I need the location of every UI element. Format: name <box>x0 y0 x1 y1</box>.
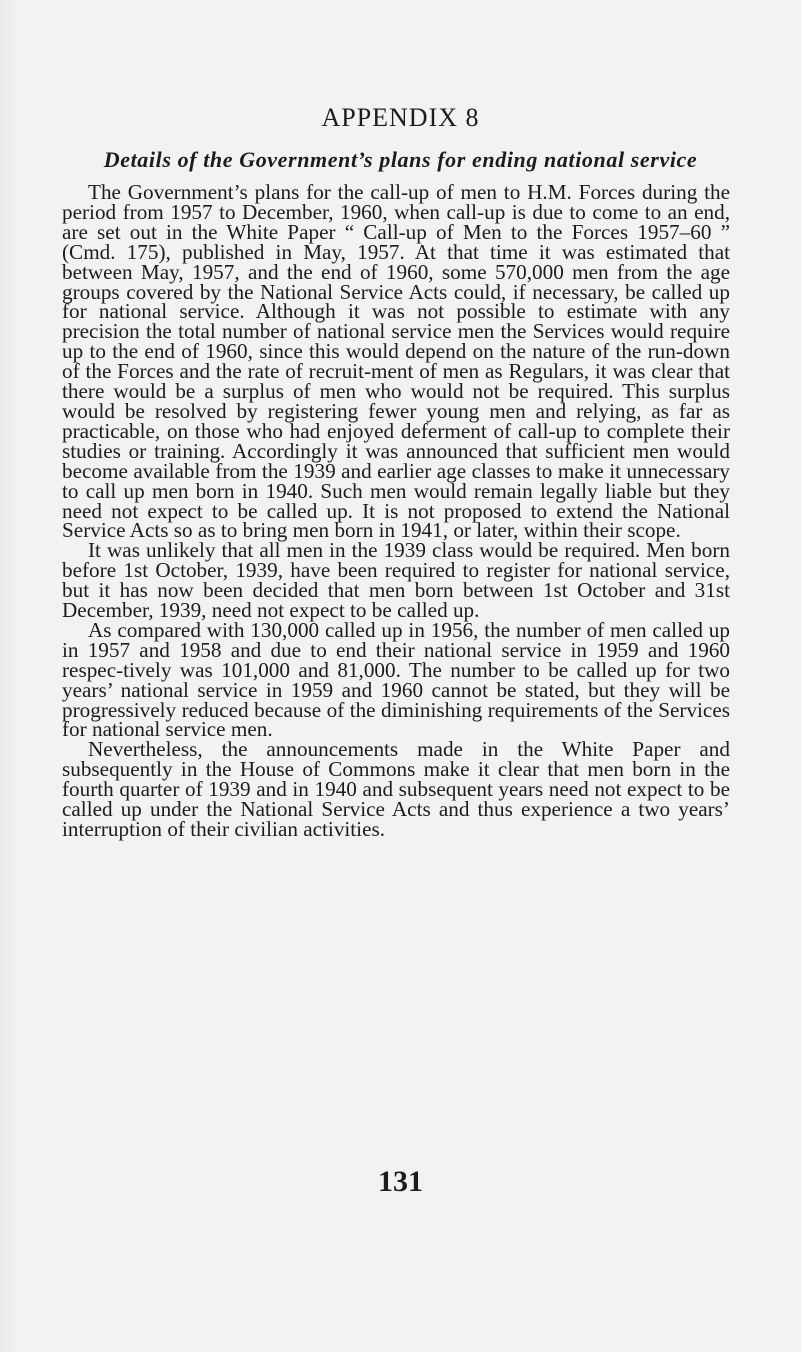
paragraph: Nevertheless, the announcements made in the White Paper and subsequently in the House of Commons make it clear that men born in the fourth quarter of 1939 and in 1940 and subsequent years need not expect to be called up under the National Service Acts and thus experience a two years’ interruption of their civilian activities. <box>62 737 730 841</box>
page-number: 131 <box>378 1165 423 1198</box>
section-subheading: Details of the Government’s plans for ending national service <box>103 147 698 172</box>
appendix-heading: APPENDIX 8 <box>321 103 480 132</box>
paragraph: The Government’s plans for the call-up of men to H.M. Forces during the period from 1957 to December, 1960, when call-up is due to come to an end, are set out in the White Paper “ Call-up of Men to the Forces 1957–60 ” (Cmd. 175), published in May, 1957. At that time it was estimated that between May, 1957, and the end of 1960, some 570,000 men from the age groups covered by the National Service Acts could, if necessary, be called up for national service. Although it was not possible to estimate with any precision the total number of national service men the Services would require up to the end of 1960, since this would depend on the nature of the run-down of the Forces and the rate of recruit-ment of men as Regulars, it was clear that there would be a surplus of men who would not be required. This surplus would be resolved by registering fewer young men and relying, as far as practicable, on those who had enjoyed deferment of call-up to complete their studies or training. Accordingly it was announced that sufficient men would become available from the 1939 and earlier age classes to make it unnecessary to call up men born in 1940. Such men would remain legally liable but they need not expect to be called up. It is not proposed to extend the National Service Acts so as to bring men born in 1941, or later, within their scope. <box>62 180 730 543</box>
body-text <box>62 180 730 841</box>
paragraph: It was unlikely that all men in the 1939 class would be required. Men born before 1st October, 1939, have been required to register for national service, but it has now been decided that men born between 1st October and 31st December, 1939, need not expect to be called up. <box>62 538 730 623</box>
paragraph: As compared with 130,000 called up in 1956, the number of men called up in 1957 and 1958 and due to end their national service in 1959 and 1960 respec-tively was 101,000 and 81,000. The number to be called up for two years’ national service in 1959 and 1960 cannot be stated, but they will be progressively reduced because of the diminishing requirements of the Services for national service men. <box>62 617 730 742</box>
